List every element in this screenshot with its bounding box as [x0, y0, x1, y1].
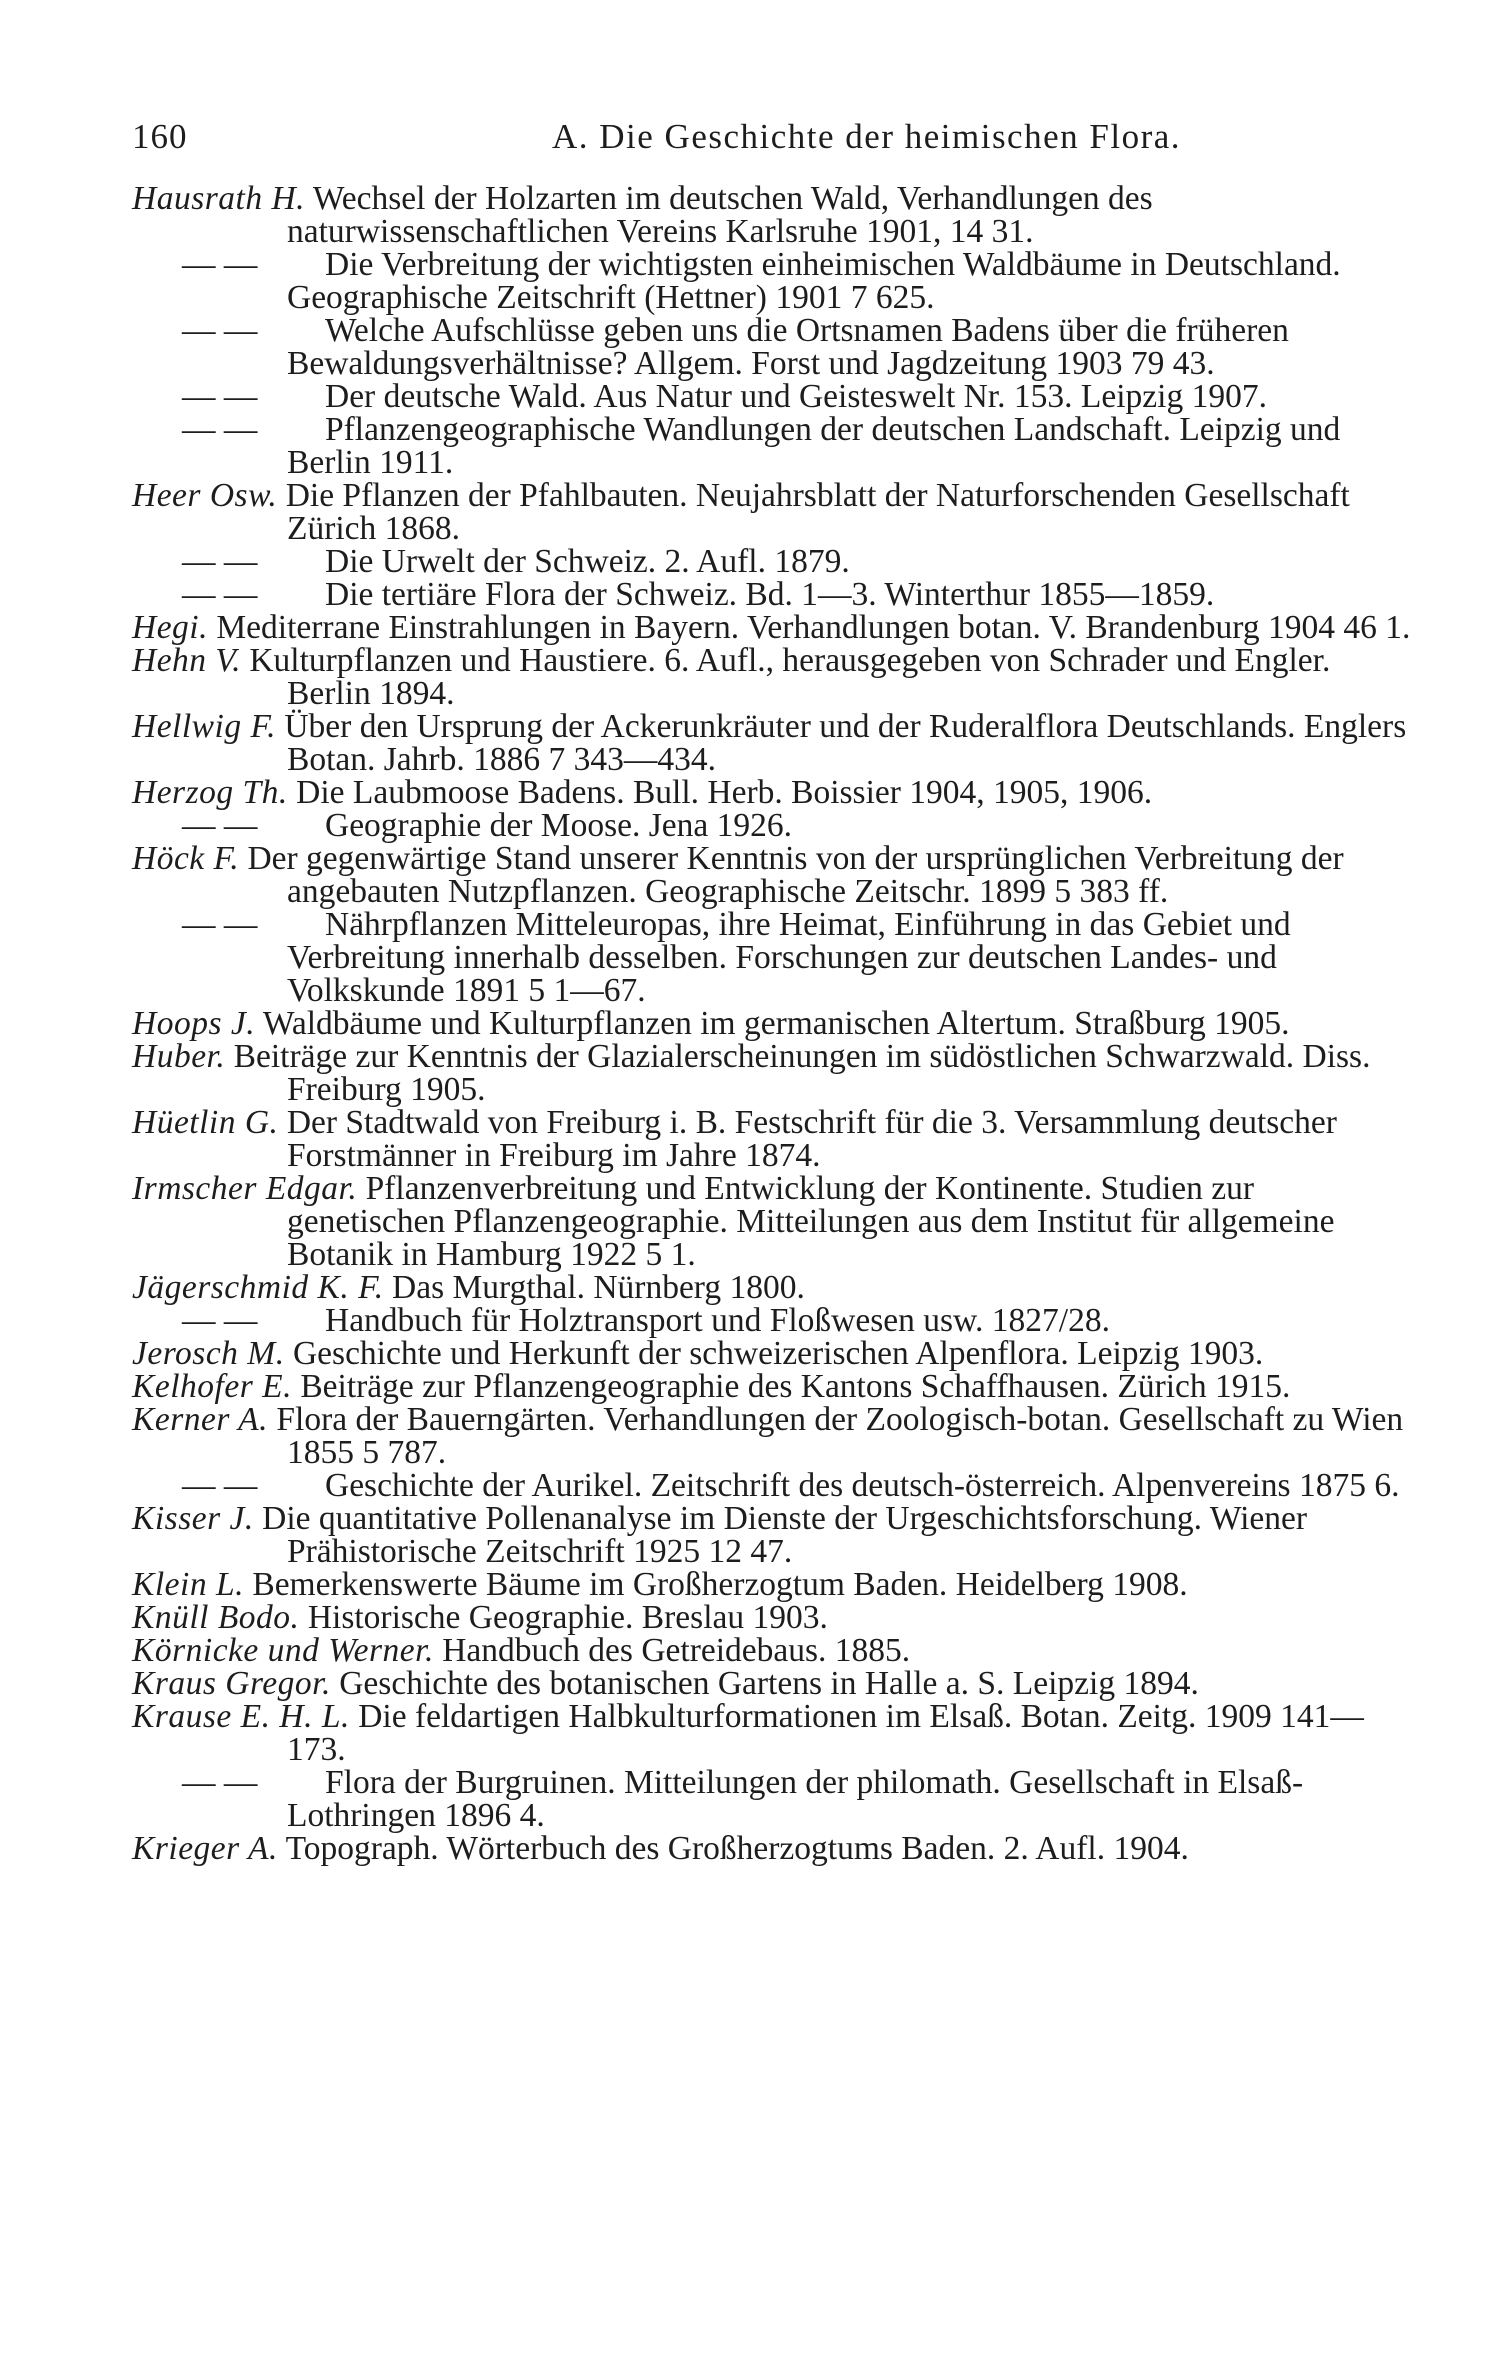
entry-text: Die Laubmoose Badens. Bull. Herb. Boissier 1904, 1905, 1906. [296, 774, 1153, 811]
bibliography-entry [132, 314, 1416, 380]
entry-author: Heer Osw. [132, 477, 278, 514]
entry-text: Die Urwelt der Schweiz. 2. Aufl. 1879. [325, 543, 850, 580]
bibliography-entry [132, 1304, 1416, 1337]
entry-text: Die tertiäre Flora der Schweiz. Bd. 1—3. Winterthur 1855—1859. [325, 576, 1215, 613]
entry-author: Hehn V. [132, 642, 241, 679]
bibliography-entry [132, 809, 1416, 842]
bibliography-entry [132, 644, 1416, 710]
page-header [132, 112, 1412, 162]
entry-text: Der deutsche Wald. Aus Natur und Geisteswelt Nr. 153. Leipzig 1907. [325, 378, 1267, 415]
bibliography-entry [132, 1106, 1416, 1172]
entry-author: Knüll Bodo. [132, 1599, 300, 1636]
ditto-author-mark: — — [182, 807, 258, 844]
bibliography-entry [132, 1634, 1416, 1667]
bibliography-entry [132, 1832, 1416, 1865]
entry-author: Körnicke und Werner. [132, 1632, 434, 1669]
entry-text: Beiträge zur Kenntnis der Glazialerscheinungen im südöstlichen Schwarzwald. Diss. Freiburg 1905. [233, 1038, 1371, 1108]
ditto-author-mark: — — [182, 906, 258, 943]
ditto-author-mark: — — [182, 1467, 258, 1504]
entry-author: Jerosch M. [132, 1335, 285, 1372]
entry-author: Höck F. [132, 840, 240, 877]
entry-text: Geographie der Moose. Jena 1926. [325, 807, 793, 844]
entry-text: Beiträge zur Pflanzengeographie des Kantons Schaffhausen. Zürich 1915. [300, 1368, 1291, 1405]
entry-author: Kisser J. [132, 1500, 254, 1537]
entry-author: Hüetlin G. [132, 1104, 279, 1141]
bibliography-entry [132, 1172, 1416, 1271]
entry-text: Handbuch für Holztransport und Floßwesen usw. 1827/28. [325, 1302, 1110, 1339]
bibliography-entry [132, 842, 1416, 908]
entry-text: Geschichte und Herkunft der schweizerischen Alpenflora. Leipzig 1903. [292, 1335, 1264, 1372]
bibliography-entry [132, 545, 1416, 578]
bibliography-entry [132, 1469, 1416, 1502]
bibliography-entry [132, 248, 1416, 314]
bibliography-entry [132, 710, 1416, 776]
page-number: 160 [132, 117, 188, 156]
entry-author: Hoops J. [132, 1005, 256, 1042]
bibliography-list [132, 182, 1416, 1865]
bibliography-entry [132, 908, 1416, 1007]
bibliography-entry [132, 1502, 1416, 1568]
ditto-author-mark: — — [182, 543, 258, 580]
entry-author: Hegi. [132, 609, 208, 646]
entry-text: Geschichte des botanischen Gartens in Halle a. S. Leipzig 1894. [339, 1665, 1199, 1702]
bibliography-entry [132, 776, 1416, 809]
entry-text: Nährpflanzen Mitteleuropas, ihre Heimat, Einführung in das Gebiet und Verbreitung innerhalb desselben. Forschungen zur deutschen Landes- und Volkskunde 1891 5 1—67. [287, 906, 1291, 1009]
bibliography-entry [132, 380, 1416, 413]
entry-text: Pflanzengeographische Wandlungen der deutschen Landschaft. Leipzig und Berlin 1911. [287, 411, 1341, 481]
bibliography-entry [132, 413, 1416, 479]
ditto-author-mark: — — [182, 378, 258, 415]
bibliography-entry [132, 1766, 1416, 1832]
entry-text: Waldbäume und Kulturpflanzen im germanischen Altertum. Straßburg 1905. [262, 1005, 1290, 1042]
entry-author: Hausrath H. [132, 180, 306, 217]
bibliography-entry [132, 1700, 1416, 1766]
bibliography-entry [132, 1337, 1416, 1370]
entry-text: Historische Geographie. Breslau 1903. [307, 1599, 828, 1636]
entry-author: Krause E. H. L. [132, 1698, 350, 1735]
entry-text: Pflanzenverbreitung und Entwicklung der Kontinente. Studien zur genetischen Pflanzengeographie. Mitteilungen aus dem Institut für allgemeine Botanik in Hamburg 1922 5 1. [287, 1170, 1335, 1273]
entry-author: Kerner A. [132, 1401, 269, 1438]
bibliography-entry [132, 1568, 1416, 1601]
entry-text: Welche Aufschlüsse geben uns die Ortsnamen Badens über die früheren Bewaldungsverhältnisse? Allgem. Forst und Jagdzeitung 1903 79 43. [287, 312, 1289, 382]
bibliography-entry [132, 1271, 1416, 1304]
bibliography-entry [132, 1370, 1416, 1403]
bibliography-entry [132, 1040, 1416, 1106]
ditto-author-mark: — — [182, 576, 258, 613]
entry-author: Klein L. [132, 1566, 244, 1603]
bibliography-entry [132, 1601, 1416, 1634]
entry-text: Flora der Bauerngärten. Verhandlungen der Zoologisch-botan. Gesellschaft zu Wien 1855 5 787. [276, 1401, 1404, 1471]
entry-text: Die Verbreitung der wichtigsten einheimischen Waldbäume in Deutschland. Geographische Zeitschrift (Hettner) 1901 7 625. [287, 246, 1341, 316]
entry-author: Herzog Th. [132, 774, 288, 811]
bibliography-entry [132, 479, 1416, 545]
entry-text: Die quantitative Pollenanalyse im Dienste der Urgeschichtsforschung. Wiener Prähistorische Zeitschrift 1925 12 47. [262, 1500, 1308, 1570]
bibliography-entry [132, 1667, 1416, 1700]
entry-text: Wechsel der Holzarten im deutschen Wald, Verhandlungen des naturwissenschaftlichen Vereins Karlsruhe 1901, 14 31. [287, 180, 1153, 250]
entry-author: Hellwig F. [132, 708, 276, 745]
bibliography-entry [132, 1007, 1416, 1040]
entry-text: Das Murgthal. Nürnberg 1800. [392, 1269, 805, 1306]
ditto-author-mark: — — [182, 1764, 258, 1801]
ditto-author-mark: — — [182, 1302, 258, 1339]
entry-text: Mediterrane Einstrahlungen in Bayern. Verhandlungen botan. V. Brandenburg 1904 46 1. [216, 609, 1411, 646]
entry-author: Huber. [132, 1038, 226, 1075]
bibliography-entry [132, 182, 1416, 248]
entry-text: Handbuch des Getreidebaus. 1885. [442, 1632, 911, 1669]
entry-text: Topograph. Wörterbuch des Großherzogtums Baden. 2. Aufl. 1904. [285, 1830, 1189, 1867]
entry-text: Flora der Burgruinen. Mitteilungen der philomath. Gesellschaft in Elsaß-Lothringen 1896 4. [287, 1764, 1304, 1834]
entry-author: Jägerschmid K. F. [132, 1269, 384, 1306]
ditto-author-mark: — — [182, 411, 258, 448]
entry-text: Der gegenwärtige Stand unserer Kenntnis von der ursprünglichen Verbreitung der angebauten Nutzpflanzen. Geographische Zeitschr. 1899 5 383 ff. [247, 840, 1344, 910]
ditto-author-mark: — — [182, 312, 258, 349]
ditto-author-mark: — — [182, 246, 258, 283]
entry-text: Der Stadtwald von Freiburg i. B. Festschrift für die 3. Versammlung deutscher Forstmänner in Freiburg im Jahre 1874. [286, 1104, 1337, 1174]
entry-text: Geschichte der Aurikel. Zeitschrift des deutsch-österreich. Alpenvereins 1875 6. [325, 1467, 1400, 1504]
entry-author: Irmscher Edgar. [132, 1170, 358, 1207]
entry-text: Kulturpflanzen und Haustiere. 6. Aufl., herausgegeben von Schrader und Engler. Berlin 1894. [249, 642, 1331, 712]
entry-author: Kraus Gregor. [132, 1665, 331, 1702]
bibliography-entry [132, 578, 1416, 611]
bibliography-entry [132, 1403, 1416, 1469]
entry-text: Die feldartigen Halbkulturformationen im Elsaß. Botan. Zeitg. 1909 141—173. [287, 1698, 1364, 1768]
entry-text: Die Pflanzen der Pfahlbauten. Neujahrsblatt der Naturforschenden Gesellschaft Zürich 1868. [285, 477, 1350, 547]
running-title: A. Die Geschichte der heimischen Flora. [552, 117, 1182, 156]
entry-text: Über den Ursprung der Ackerunkräuter und der Ruderalflora Deutschlands. Englers Botan. Jahrb. 1886 7 343—434. [284, 708, 1407, 778]
bibliography-entry [132, 611, 1416, 644]
entry-author: Krieger A. [132, 1830, 278, 1867]
entry-text: Bemerkenswerte Bäume im Großherzogtum Baden. Heidelberg 1908. [252, 1566, 1188, 1603]
entry-author: Kelhofer E. [132, 1368, 292, 1405]
